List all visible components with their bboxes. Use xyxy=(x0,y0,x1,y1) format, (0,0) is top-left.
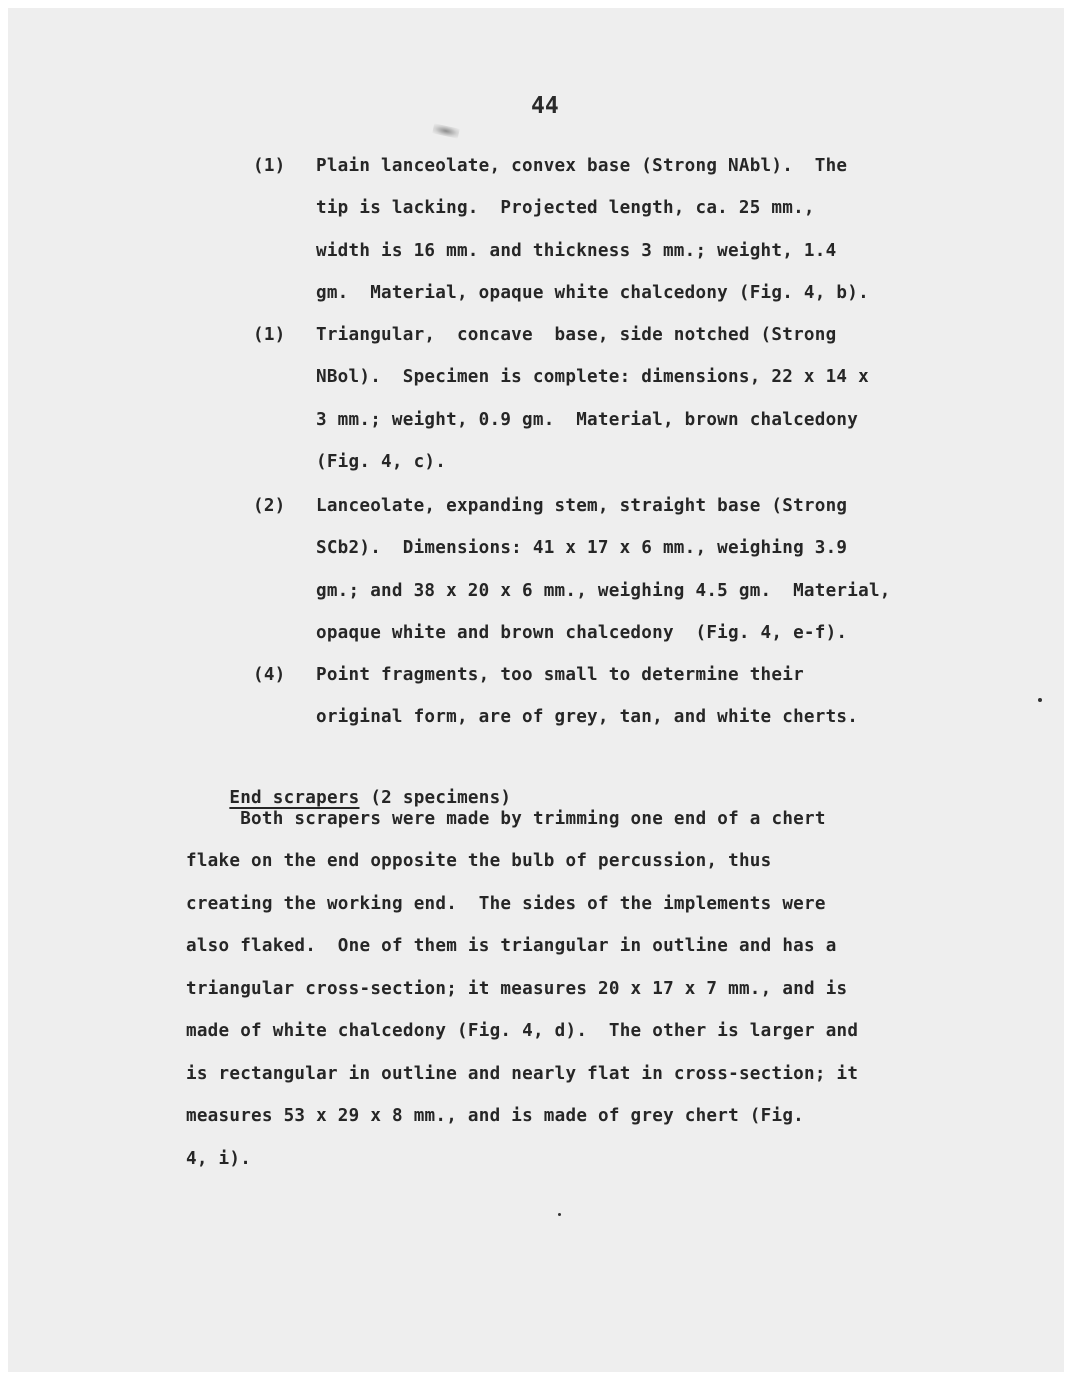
text-line: also flaked. One of them is triangular in outline and has a xyxy=(186,936,837,956)
text-line: 4, i). xyxy=(186,1149,252,1169)
text-line: Triangular, concave base, side notched (Strong xyxy=(316,325,837,345)
text-line: Point fragments, too small to determine their xyxy=(316,665,804,685)
point-entry xyxy=(253,156,869,303)
point-entry xyxy=(253,325,869,472)
entry-text xyxy=(316,325,869,472)
text-line: SCb2). Dimensions: 41 x 17 x 6 mm., weighing 3.9 xyxy=(316,538,848,558)
specimen-count: (4) xyxy=(253,665,286,685)
text-line: flake on the end opposite the bulb of percussion, thus xyxy=(186,851,772,871)
specimen-count: (2) xyxy=(253,496,286,516)
text-line: original form, are of grey, tan, and white cherts. xyxy=(316,707,859,727)
entry-text xyxy=(316,665,859,745)
typed-page xyxy=(8,8,1064,1372)
text-line: width is 16 mm. and thickness 3 mm.; weight, 1.4 xyxy=(316,241,837,261)
text-line: Lanceolate, expanding stem, straight base (Strong xyxy=(316,496,848,516)
text-line: gm.; and 38 x 20 x 6 mm., weighing 4.5 gm. Material, xyxy=(316,581,891,601)
point-entry xyxy=(253,496,891,643)
page-number: 44 xyxy=(531,93,559,119)
ink-speck xyxy=(558,1213,561,1216)
specimen-count: (1) xyxy=(253,325,286,345)
entry-text xyxy=(316,496,891,643)
section-title: End scrapers xyxy=(229,788,360,808)
text-line: measures 53 x 29 x 8 mm., and is made of grey chert (Fig. xyxy=(186,1106,805,1126)
text-line: NBol). Specimen is complete: dimensions, 22 x 14 x xyxy=(316,367,869,387)
text-line: Both scrapers were made by trimming one end of a chert xyxy=(186,809,826,829)
text-line: (Fig. 4, c). xyxy=(316,452,447,472)
text-line: gm. Material, opaque white chalcedony (Fig. 4, b). xyxy=(316,283,869,303)
text-line: is rectangular in outline and nearly flat in cross-section; it xyxy=(186,1064,859,1084)
ink-speck xyxy=(1038,698,1042,702)
text-line: tip is lacking. Projected length, ca. 25 mm., xyxy=(316,198,815,218)
text-line: made of white chalcedony (Fig. 4, d). The other is larger and xyxy=(186,1021,859,1041)
ink-smudge xyxy=(432,123,460,138)
text-line: 3 mm.; weight, 0.9 gm. Material, brown chalcedony xyxy=(316,410,859,430)
specimen-count: (1) xyxy=(253,156,286,176)
text-line: creating the working end. The sides of the implements were xyxy=(186,894,826,914)
point-entry xyxy=(253,665,859,745)
section-paragraph xyxy=(186,809,859,1169)
text-line: Plain lanceolate, convex base (Strong NAbl). The xyxy=(316,156,848,176)
entry-text xyxy=(316,156,869,303)
section-subtitle: (2 specimens) xyxy=(359,788,512,808)
text-line: triangular cross-section; it measures 20 x 17 x 7 mm., and is xyxy=(186,979,848,999)
text-line: opaque white and brown chalcedony (Fig. 4, e-f). xyxy=(316,623,848,643)
